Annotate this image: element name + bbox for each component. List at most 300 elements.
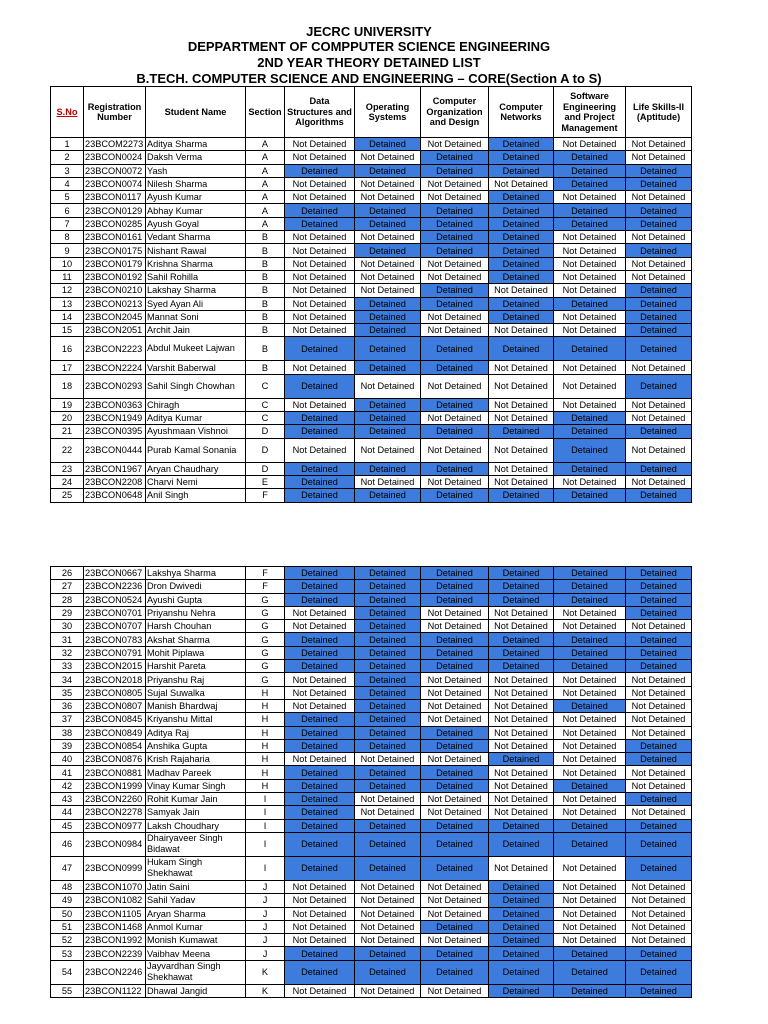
- status-cell: Detained: [285, 412, 355, 425]
- status-cell: Detained: [355, 779, 421, 792]
- status-cell: Not Detained: [554, 398, 626, 411]
- status-cell: Detained: [421, 832, 489, 856]
- status-cell: Detained: [489, 191, 554, 204]
- section-cell: J: [246, 880, 285, 893]
- status-cell: Detained: [626, 425, 692, 438]
- table-row: [51, 244, 692, 257]
- status-cell: Not Detained: [355, 257, 421, 270]
- status-cell: Not Detained: [626, 412, 692, 425]
- status-cell: Detained: [355, 620, 421, 633]
- status-cell: Detained: [626, 646, 692, 659]
- registration-cell: 23BCON0783: [84, 633, 146, 646]
- status-cell: Not Detained: [285, 620, 355, 633]
- status-cell: Not Detained: [626, 231, 692, 244]
- status-cell: Not Detained: [285, 686, 355, 699]
- status-cell: Not Detained: [489, 620, 554, 633]
- status-cell: Not Detained: [355, 438, 421, 462]
- serial-cell: 11: [51, 270, 84, 283]
- status-cell: Not Detained: [285, 361, 355, 374]
- status-cell: Detained: [355, 164, 421, 177]
- section-cell: J: [246, 947, 285, 960]
- status-cell: Detained: [626, 739, 692, 752]
- status-cell: Not Detained: [285, 880, 355, 893]
- student-name-cell: Nishant Rawal: [146, 244, 246, 257]
- student-name-cell: Anmol Kumar: [146, 920, 246, 933]
- serial-cell: 1: [51, 138, 84, 151]
- status-cell: Not Detained: [355, 806, 421, 819]
- status-cell: Detained: [355, 412, 421, 425]
- status-cell: Not Detained: [554, 793, 626, 806]
- status-cell: Detained: [285, 766, 355, 779]
- table-row: [51, 438, 692, 462]
- registration-cell: 23BCON0161: [84, 231, 146, 244]
- serial-cell: 28: [51, 593, 84, 606]
- status-cell: Detained: [421, 920, 489, 933]
- status-cell: Detained: [554, 593, 626, 606]
- serial-cell: 40: [51, 753, 84, 766]
- status-cell: Detained: [355, 766, 421, 779]
- status-cell: Not Detained: [421, 438, 489, 462]
- status-cell: Detained: [355, 686, 421, 699]
- student-name-cell: Dhawal Jangid: [146, 984, 246, 997]
- status-cell: Detained: [626, 297, 692, 310]
- serial-cell: 37: [51, 713, 84, 726]
- status-cell: Detained: [355, 324, 421, 337]
- table-row: [51, 984, 692, 997]
- serial-cell: 51: [51, 920, 84, 933]
- status-cell: Not Detained: [626, 475, 692, 488]
- section-cell: H: [246, 686, 285, 699]
- registration-cell: 23BCON2051: [84, 324, 146, 337]
- status-cell: Not Detained: [355, 374, 421, 398]
- status-cell: Not Detained: [355, 284, 421, 297]
- registration-cell: 23BCON1992: [84, 934, 146, 947]
- status-cell: Detained: [285, 819, 355, 832]
- status-cell: Not Detained: [554, 726, 626, 739]
- serial-cell: 16: [51, 337, 84, 361]
- status-cell: Detained: [626, 217, 692, 230]
- serial-cell: 55: [51, 984, 84, 997]
- registration-cell: 23BCON1122: [84, 984, 146, 997]
- table-row: [51, 633, 692, 646]
- status-cell: Detained: [554, 164, 626, 177]
- student-name-cell: Anshika Gupta: [146, 739, 246, 752]
- table-row: [51, 489, 692, 502]
- status-cell: Not Detained: [355, 270, 421, 283]
- status-cell: Not Detained: [554, 361, 626, 374]
- status-cell: Detained: [285, 832, 355, 856]
- status-cell: Not Detained: [421, 606, 489, 619]
- status-cell: Detained: [421, 766, 489, 779]
- section-cell: H: [246, 739, 285, 752]
- status-cell: Not Detained: [355, 231, 421, 244]
- registration-cell: 23BCON0117: [84, 191, 146, 204]
- serial-cell: 46: [51, 832, 84, 856]
- table-row: [51, 398, 692, 411]
- student-name-cell: Daksh Verma: [146, 151, 246, 164]
- table-row: [51, 793, 692, 806]
- col-section: Section: [246, 87, 285, 138]
- status-cell: Not Detained: [489, 324, 554, 337]
- serial-cell: 39: [51, 739, 84, 752]
- student-name-cell: Sahil Rohilla: [146, 270, 246, 283]
- status-cell: Detained: [626, 337, 692, 361]
- table-row: [51, 686, 692, 699]
- status-cell: Detained: [421, 151, 489, 164]
- table-row: [51, 739, 692, 752]
- table-row: [51, 819, 692, 832]
- status-cell: Not Detained: [421, 984, 489, 997]
- table-row: [51, 673, 692, 686]
- registration-cell: 23BCON0213: [84, 297, 146, 310]
- status-cell: Detained: [626, 177, 692, 190]
- section-cell: G: [246, 593, 285, 606]
- student-name-cell: Dhairyaveer Singh Bidawat: [146, 832, 246, 856]
- serial-cell: 50: [51, 907, 84, 920]
- serial-cell: 26: [51, 567, 84, 580]
- status-cell: Not Detained: [285, 270, 355, 283]
- status-cell: Detained: [554, 425, 626, 438]
- status-cell: Detained: [355, 633, 421, 646]
- student-name-cell: Priyanshu Nehra: [146, 606, 246, 619]
- department-title: DEPPARTMENT OF COMPPUTER SCIENCE ENGINEERING: [187, 39, 551, 54]
- table-row: [51, 257, 692, 270]
- list-title: 2ND YEAR THEORY DETAINED LIST: [257, 55, 481, 70]
- status-cell: Not Detained: [285, 138, 355, 151]
- registration-cell: 23BCOM2273: [84, 138, 146, 151]
- student-name-cell: Lakshya Sharma: [146, 567, 246, 580]
- registration-cell: 23BCON0210: [84, 284, 146, 297]
- status-cell: Detained: [554, 151, 626, 164]
- status-cell: Not Detained: [489, 739, 554, 752]
- status-cell: Not Detained: [626, 920, 692, 933]
- table-row: [51, 191, 692, 204]
- section-cell: B: [246, 244, 285, 257]
- status-cell: Not Detained: [355, 475, 421, 488]
- registration-cell: 23BCON0293: [84, 374, 146, 398]
- status-cell: Detained: [489, 489, 554, 502]
- status-cell: Not Detained: [421, 475, 489, 488]
- status-cell: Not Detained: [285, 606, 355, 619]
- status-cell: Not Detained: [285, 934, 355, 947]
- section-cell: D: [246, 438, 285, 462]
- table-row: [51, 646, 692, 659]
- section-cell: I: [246, 819, 285, 832]
- status-cell: Detained: [489, 425, 554, 438]
- serial-cell: 33: [51, 660, 84, 673]
- serial-cell: 52: [51, 934, 84, 947]
- status-cell: Detained: [489, 819, 554, 832]
- col-cn: Computer Networks: [489, 87, 554, 138]
- table-row: [51, 217, 692, 230]
- status-cell: Detained: [554, 960, 626, 984]
- status-cell: Detained: [355, 856, 421, 880]
- table-row: [51, 284, 692, 297]
- status-cell: Detained: [421, 361, 489, 374]
- section-cell: D: [246, 425, 285, 438]
- status-cell: Not Detained: [421, 686, 489, 699]
- status-cell: Not Detained: [285, 310, 355, 323]
- status-cell: Detained: [626, 819, 692, 832]
- student-name-cell: Sahil Yadav: [146, 894, 246, 907]
- section-cell: B: [246, 297, 285, 310]
- serial-cell: 47: [51, 856, 84, 880]
- status-cell: Detained: [421, 462, 489, 475]
- table-row: [51, 947, 692, 960]
- serial-cell: 14: [51, 310, 84, 323]
- status-cell: Not Detained: [421, 793, 489, 806]
- registration-cell: 23BCON2246: [84, 960, 146, 984]
- table-row: [51, 177, 692, 190]
- status-cell: Detained: [421, 217, 489, 230]
- status-cell: Not Detained: [626, 673, 692, 686]
- section-cell: A: [246, 204, 285, 217]
- status-cell: Detained: [626, 606, 692, 619]
- status-cell: Not Detained: [626, 257, 692, 270]
- serial-cell: 27: [51, 580, 84, 593]
- registration-cell: 23BCON2015: [84, 660, 146, 673]
- status-cell: Not Detained: [355, 191, 421, 204]
- student-name-cell: Ayush Goyal: [146, 217, 246, 230]
- status-cell: Detained: [554, 297, 626, 310]
- table-row: [51, 856, 692, 880]
- status-cell: Detained: [626, 947, 692, 960]
- status-cell: Not Detained: [421, 270, 489, 283]
- status-cell: Detained: [489, 231, 554, 244]
- table-row: [51, 753, 692, 766]
- student-name-cell: Varshit Baberwal: [146, 361, 246, 374]
- status-cell: Detained: [554, 438, 626, 462]
- status-cell: Not Detained: [554, 270, 626, 283]
- table-row: [51, 907, 692, 920]
- section-cell: B: [246, 270, 285, 283]
- program-title: B.TECH. COMPUTER SCIENCE AND ENGINEERING – CORE(Section A to S): [136, 71, 602, 86]
- status-cell: Detained: [554, 177, 626, 190]
- registration-cell: 23BCON2018: [84, 673, 146, 686]
- status-cell: Not Detained: [421, 673, 489, 686]
- serial-cell: 19: [51, 398, 84, 411]
- student-name-cell: Madhav Pareek: [146, 766, 246, 779]
- status-cell: Detained: [626, 489, 692, 502]
- status-cell: Not Detained: [626, 686, 692, 699]
- serial-cell: 53: [51, 947, 84, 960]
- status-cell: Detained: [489, 151, 554, 164]
- serial-cell: 25: [51, 489, 84, 502]
- status-cell: Detained: [489, 337, 554, 361]
- section-cell: B: [246, 337, 285, 361]
- registration-cell: 23BCON0074: [84, 177, 146, 190]
- status-cell: Detained: [489, 164, 554, 177]
- section-cell: A: [246, 164, 285, 177]
- status-cell: Not Detained: [489, 475, 554, 488]
- serial-cell: 2: [51, 151, 84, 164]
- status-cell: Detained: [554, 337, 626, 361]
- status-cell: Detained: [626, 793, 692, 806]
- section-cell: K: [246, 984, 285, 997]
- status-cell: Detained: [285, 374, 355, 398]
- status-cell: Detained: [489, 920, 554, 933]
- student-name-cell: Lakshay Sharma: [146, 284, 246, 297]
- status-cell: Not Detained: [489, 438, 554, 462]
- status-cell: Not Detained: [285, 177, 355, 190]
- student-name-cell: Rohit Kumar Jain: [146, 793, 246, 806]
- serial-cell: 44: [51, 806, 84, 819]
- student-name-cell: Mannat Soni: [146, 310, 246, 323]
- student-name-cell: Aryan Chaudhary: [146, 462, 246, 475]
- status-cell: Detained: [421, 164, 489, 177]
- status-cell: Not Detained: [626, 398, 692, 411]
- table-row: [51, 374, 692, 398]
- section-cell: G: [246, 660, 285, 673]
- student-name-cell: Abdul Mukeet Lajwan: [146, 337, 246, 361]
- status-cell: Not Detained: [626, 361, 692, 374]
- table-row: [51, 138, 692, 151]
- section-cell: J: [246, 934, 285, 947]
- status-cell: Detained: [489, 934, 554, 947]
- status-cell: Detained: [554, 984, 626, 997]
- status-cell: Not Detained: [285, 244, 355, 257]
- status-cell: Not Detained: [421, 374, 489, 398]
- table-row: [51, 412, 692, 425]
- serial-cell: 35: [51, 686, 84, 699]
- section-cell: G: [246, 646, 285, 659]
- status-cell: Detained: [285, 204, 355, 217]
- status-cell: Not Detained: [285, 753, 355, 766]
- registration-cell: 23BCON0849: [84, 726, 146, 739]
- status-cell: Detained: [489, 297, 554, 310]
- registration-cell: 23BCON0667: [84, 567, 146, 580]
- status-cell: Detained: [489, 894, 554, 907]
- status-cell: Detained: [285, 646, 355, 659]
- section-cell: A: [246, 138, 285, 151]
- status-cell: Not Detained: [285, 398, 355, 411]
- section-cell: B: [246, 324, 285, 337]
- registration-cell: 23BCON0024: [84, 151, 146, 164]
- table-row: [51, 164, 692, 177]
- student-name-cell: Aditya Kumar: [146, 412, 246, 425]
- status-cell: Not Detained: [285, 907, 355, 920]
- table-row: [51, 310, 692, 323]
- table-row: [51, 726, 692, 739]
- registration-cell: 23BCON2045: [84, 310, 146, 323]
- status-cell: Not Detained: [489, 766, 554, 779]
- serial-cell: 7: [51, 217, 84, 230]
- status-cell: Not Detained: [626, 806, 692, 819]
- student-name-cell: Aditya Raj: [146, 726, 246, 739]
- status-cell: Not Detained: [489, 686, 554, 699]
- status-cell: Detained: [285, 947, 355, 960]
- table-row: [51, 920, 692, 933]
- status-cell: Detained: [626, 310, 692, 323]
- registration-cell: 23BCON1967: [84, 462, 146, 475]
- status-cell: Detained: [626, 324, 692, 337]
- status-cell: Detained: [355, 310, 421, 323]
- section-cell: G: [246, 673, 285, 686]
- student-name-cell: Jayvardhan Singh Shekhawat: [146, 960, 246, 984]
- registration-cell: 23BCON0179: [84, 257, 146, 270]
- status-cell: Not Detained: [489, 713, 554, 726]
- status-cell: Not Detained: [285, 920, 355, 933]
- status-cell: Detained: [421, 947, 489, 960]
- status-cell: Detained: [554, 462, 626, 475]
- student-name-cell: Sujal Suwalka: [146, 686, 246, 699]
- section-cell: K: [246, 960, 285, 984]
- status-cell: Not Detained: [285, 191, 355, 204]
- col-registration: Registration Number: [84, 87, 146, 138]
- section-cell: B: [246, 231, 285, 244]
- status-cell: Not Detained: [489, 374, 554, 398]
- section-cell: B: [246, 310, 285, 323]
- student-name-cell: Krishna Sharma: [146, 257, 246, 270]
- status-cell: Detained: [285, 567, 355, 580]
- status-cell: Detained: [355, 244, 421, 257]
- registration-cell: 23BCON0977: [84, 819, 146, 832]
- registration-cell: 23BCON2239: [84, 947, 146, 960]
- registration-cell: 23BCON0984: [84, 832, 146, 856]
- status-cell: Detained: [355, 297, 421, 310]
- status-cell: Not Detained: [285, 231, 355, 244]
- registration-cell: 23BCON0854: [84, 739, 146, 752]
- serial-cell: 6: [51, 204, 84, 217]
- registration-cell: 23BCON0129: [84, 204, 146, 217]
- status-cell: Not Detained: [489, 673, 554, 686]
- status-cell: Detained: [489, 138, 554, 151]
- student-name-cell: Vedant Sharma: [146, 231, 246, 244]
- status-cell: Detained: [285, 580, 355, 593]
- status-cell: Detained: [554, 947, 626, 960]
- table-row: [51, 934, 692, 947]
- student-name-cell: Vaibhav Meena: [146, 947, 246, 960]
- status-cell: Detained: [421, 819, 489, 832]
- table-row: [51, 567, 692, 580]
- status-cell: Detained: [554, 580, 626, 593]
- status-cell: Detained: [421, 646, 489, 659]
- registration-cell: 23BCON0807: [84, 699, 146, 712]
- student-name-cell: Vinay Kumar Singh: [146, 779, 246, 792]
- serial-cell: 43: [51, 793, 84, 806]
- table-row: [51, 231, 692, 244]
- status-cell: Detained: [285, 806, 355, 819]
- serial-cell: 41: [51, 766, 84, 779]
- serial-cell: 20: [51, 412, 84, 425]
- status-cell: Detained: [421, 779, 489, 792]
- status-cell: Detained: [489, 593, 554, 606]
- status-cell: Detained: [489, 270, 554, 283]
- status-cell: Not Detained: [626, 880, 692, 893]
- table-row: [51, 960, 692, 984]
- status-cell: Not Detained: [554, 934, 626, 947]
- serial-cell: 15: [51, 324, 84, 337]
- serial-cell: 31: [51, 633, 84, 646]
- status-cell: Not Detained: [489, 412, 554, 425]
- serial-cell: 38: [51, 726, 84, 739]
- student-name-cell: Dron Dwivedi: [146, 580, 246, 593]
- status-cell: Detained: [355, 462, 421, 475]
- status-cell: Detained: [626, 832, 692, 856]
- status-cell: Not Detained: [554, 713, 626, 726]
- section-cell: H: [246, 726, 285, 739]
- status-cell: Detained: [554, 217, 626, 230]
- table-row: [51, 475, 692, 488]
- status-cell: Not Detained: [626, 766, 692, 779]
- status-cell: Not Detained: [355, 934, 421, 947]
- status-cell: Detained: [554, 646, 626, 659]
- section-cell: A: [246, 191, 285, 204]
- status-cell: Not Detained: [355, 894, 421, 907]
- serial-cell: 21: [51, 425, 84, 438]
- status-cell: Not Detained: [355, 880, 421, 893]
- status-cell: Detained: [421, 337, 489, 361]
